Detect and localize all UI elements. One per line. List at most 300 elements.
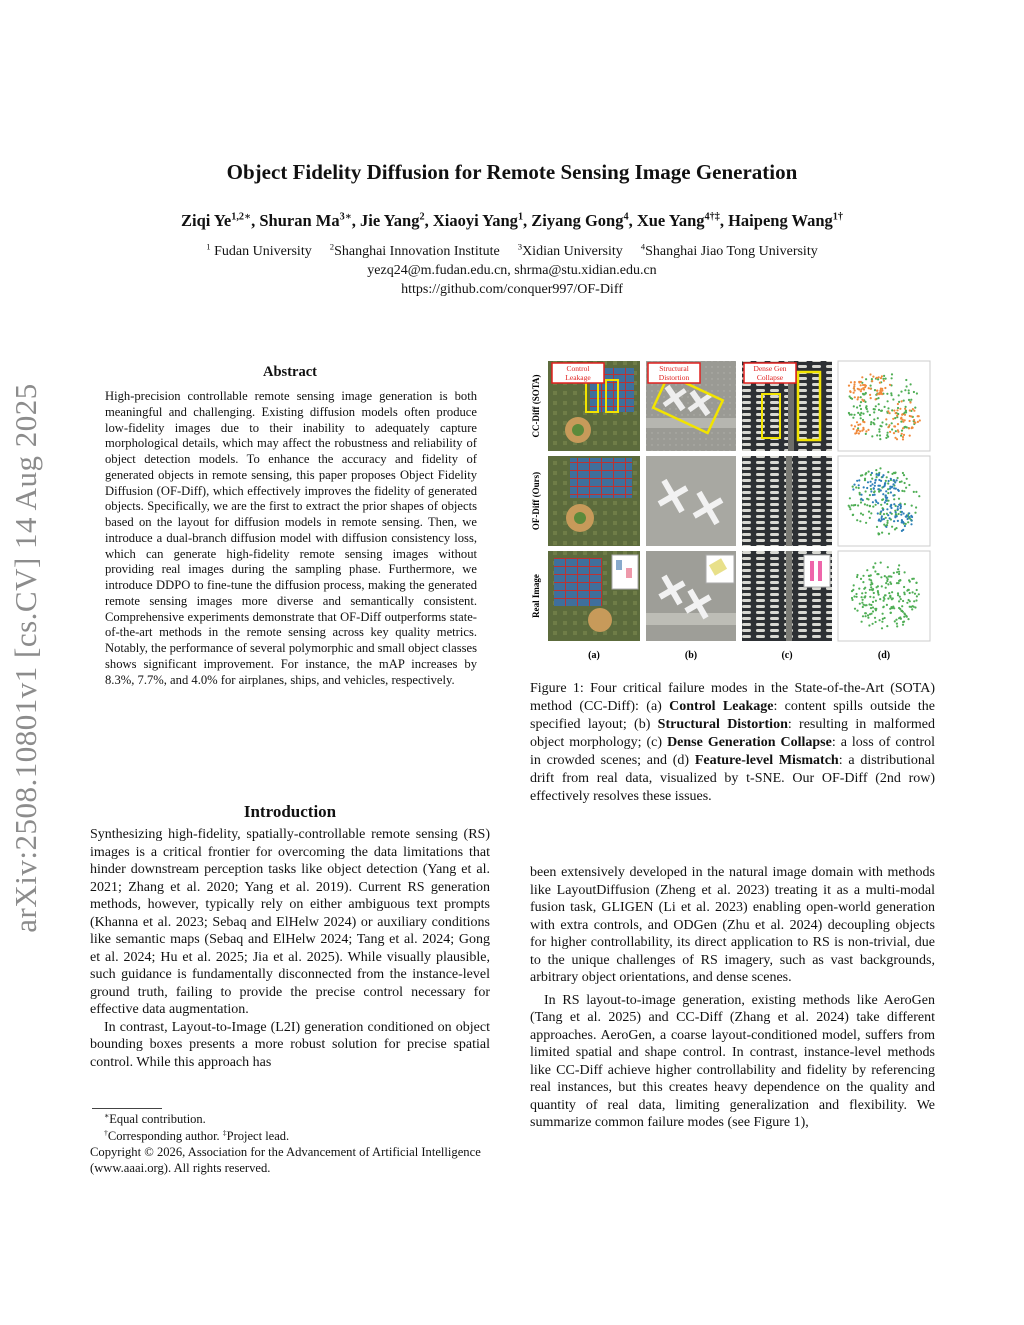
tsne-point — [893, 503, 895, 505]
tsne-point — [911, 516, 913, 518]
tsne-point — [862, 413, 864, 415]
tsne-point — [889, 384, 891, 386]
tsne-point — [876, 474, 878, 476]
tsne-point — [887, 492, 889, 494]
tsne-point — [874, 608, 876, 610]
tsne-point — [910, 415, 912, 417]
footnote-equal — [104, 1112, 494, 1127]
tsne-point — [865, 522, 867, 524]
tsne-point — [902, 419, 904, 421]
affiliation-name: Fudan University — [210, 244, 312, 259]
footnote-mark: ‡ — [222, 1127, 227, 1137]
tsne-point — [874, 479, 876, 481]
tsne-point — [887, 400, 889, 402]
tsne-point — [883, 606, 885, 608]
tsne-point — [902, 600, 904, 602]
tsne-point — [888, 533, 890, 535]
author-name: Haipeng Wang — [728, 211, 833, 230]
tsne-point — [849, 508, 851, 510]
tsne-point — [890, 392, 892, 394]
author-affiliation-mark: 3∗ — [339, 211, 352, 223]
tsne-point — [912, 427, 914, 429]
tsne-point — [856, 596, 858, 598]
tsne-point — [882, 378, 884, 380]
tsne-point — [860, 412, 862, 414]
tsne-point — [870, 474, 872, 476]
tsne-point — [869, 589, 871, 591]
tsne-point — [860, 494, 862, 496]
tsne-point — [852, 488, 854, 490]
tsne-point — [857, 396, 859, 398]
tsne-point — [860, 417, 862, 419]
tsne-point — [876, 586, 878, 588]
tsne-point — [878, 533, 880, 535]
tsne-point — [867, 429, 869, 431]
tsne-point — [892, 597, 894, 599]
tsne-point — [853, 405, 855, 407]
tsne-point — [874, 485, 876, 487]
tsne-point — [886, 604, 888, 606]
author-name: Xue Yang — [636, 211, 705, 230]
tsne-point — [869, 505, 871, 507]
figure-1-caption — [530, 680, 935, 806]
tsne-point — [913, 391, 915, 393]
affiliation — [206, 241, 312, 259]
tsne-point — [869, 494, 871, 496]
tsne-point — [860, 384, 862, 386]
tsne-point — [898, 573, 900, 575]
tsne-point — [910, 399, 912, 401]
author-name: Ziyang Gong — [531, 211, 624, 230]
tsne-point — [891, 373, 893, 375]
tsne-point — [895, 513, 897, 515]
affiliation-mark: 4 — [640, 241, 646, 252]
tsne-point — [848, 385, 850, 387]
tsne-point — [860, 498, 862, 500]
tsne-point — [886, 503, 888, 505]
cell-r2-d-tsne — [838, 456, 930, 546]
affiliation-name: Shanghai Innovation Institute — [334, 244, 500, 259]
cell-r3-d-tsne — [838, 551, 930, 641]
tsne-point — [901, 430, 903, 432]
tsne-point — [886, 500, 888, 502]
tsne-point — [854, 396, 856, 398]
tsne-point — [870, 397, 872, 399]
tsne-point — [848, 412, 850, 414]
tsne-point — [873, 592, 875, 594]
tsne-point — [880, 410, 882, 412]
tsne-point — [914, 422, 916, 424]
tsne-point — [896, 479, 898, 481]
tsne-point — [860, 408, 862, 410]
tsne-point — [862, 514, 864, 516]
tsne-point — [867, 481, 869, 483]
tsne-point — [881, 499, 883, 501]
figure-column-label: (b) — [684, 650, 698, 661]
tsne-point — [901, 519, 903, 521]
tsne-point — [908, 392, 910, 394]
tsne-point — [888, 480, 890, 482]
tsne-point — [872, 601, 874, 603]
tsne-point — [879, 467, 881, 469]
tsne-point — [904, 571, 906, 573]
right-column-body — [530, 864, 935, 1132]
tsne-point — [872, 606, 874, 608]
tsne-point — [911, 519, 913, 521]
tsne-point — [879, 389, 881, 391]
tsne-point — [890, 583, 892, 585]
tsne-point — [894, 472, 896, 474]
arxiv-stamp — [2, 355, 50, 960]
tsne-point — [888, 424, 890, 426]
intro-paragraph: In contrast, Layout-to-Image (L2I) generation conditioned on object bounding boxes presents a more robust solution for precise spatial control. While this approach has — [90, 1019, 490, 1070]
tsne-point — [871, 583, 873, 585]
tsne-point — [877, 417, 879, 419]
tsne-point — [888, 592, 890, 594]
tsne-point — [904, 419, 906, 421]
tsne-point — [882, 493, 884, 495]
tsne-point — [880, 377, 882, 379]
tsne-point — [904, 482, 906, 484]
tsne-point — [880, 510, 882, 512]
tsne-point — [859, 430, 861, 432]
tsne-point — [859, 423, 861, 425]
tsne-point — [889, 575, 891, 577]
tsne-point — [885, 526, 887, 528]
tsne-point — [903, 616, 905, 618]
tsne-point — [903, 592, 905, 594]
tsne-point — [864, 478, 866, 480]
tsne-point — [904, 525, 906, 527]
author-name: Xiaoyi Yang — [432, 211, 518, 230]
tsne-point — [870, 423, 872, 425]
author-affiliation-mark: 1,2∗ — [231, 211, 252, 223]
tsne-point — [869, 373, 871, 375]
tsne-point — [870, 574, 872, 576]
caption-bold-term: Structural Distortion — [657, 717, 788, 732]
tsne-point — [871, 472, 873, 474]
tsne-point — [893, 520, 895, 522]
tsne-point — [887, 432, 889, 434]
tsne-point — [858, 381, 860, 383]
affiliation-mark: 3 — [517, 241, 523, 252]
svg-text:Control: Control — [566, 364, 590, 373]
tsne-point — [878, 594, 880, 596]
affiliations-block — [0, 242, 1024, 299]
tsne-point — [860, 501, 862, 503]
tsne-point — [870, 512, 872, 514]
tsne-point — [889, 595, 891, 597]
tsne-point — [889, 517, 891, 519]
tsne-point — [855, 593, 857, 595]
tsne-point — [903, 621, 905, 623]
tsne-point — [909, 409, 911, 411]
tsne-point — [875, 501, 877, 503]
tsne-point — [891, 591, 893, 593]
tsne-point — [876, 434, 878, 436]
tsne-point — [856, 406, 858, 408]
figure-1 — [530, 358, 940, 666]
tsne-point — [885, 378, 887, 380]
tsne-point — [853, 387, 855, 389]
tsne-point — [854, 608, 856, 610]
tsne-point — [859, 405, 861, 407]
tsne-point — [857, 504, 859, 506]
tsne-point — [881, 627, 883, 629]
tsne-point — [881, 393, 883, 395]
tsne-point — [908, 389, 910, 391]
tsne-point — [862, 606, 864, 608]
tsne-point — [853, 595, 855, 597]
tsne-point — [898, 564, 900, 566]
tsne-point — [864, 612, 866, 614]
tsne-point — [870, 613, 872, 615]
tsne-point — [868, 578, 870, 580]
tsne-point — [902, 436, 904, 438]
tsne-point — [857, 424, 859, 426]
tsne-point — [905, 406, 907, 408]
tsne-point — [871, 435, 873, 437]
tsne-point — [903, 474, 905, 476]
tsne-point — [897, 508, 899, 510]
tsne-point — [864, 503, 866, 505]
code-url[interactable]: https://github.com/conquer997/OF-Diff — [401, 282, 623, 297]
tsne-point — [879, 382, 881, 384]
tsne-point — [873, 487, 875, 489]
tsne-point — [884, 501, 886, 503]
tsne-point — [878, 473, 880, 475]
tsne-point — [856, 519, 858, 521]
tsne-point — [913, 491, 915, 493]
svg-text:Collapse: Collapse — [756, 373, 784, 382]
tsne-point — [862, 599, 864, 601]
tsne-point — [867, 410, 869, 412]
caption-bold-term: Control Leakage — [669, 699, 774, 714]
tsne-point — [877, 488, 879, 490]
tsne-point — [861, 474, 863, 476]
tsne-point — [870, 388, 872, 390]
tsne-point — [905, 487, 907, 489]
tsne-point — [897, 407, 899, 409]
tsne-point — [868, 575, 870, 577]
tsne-point — [856, 610, 858, 612]
tsne-point — [865, 378, 867, 380]
tsne-point — [887, 488, 889, 490]
tsne-point — [883, 596, 885, 598]
tsne-point — [894, 481, 896, 483]
tsne-point — [899, 408, 901, 410]
tsne-point — [852, 514, 854, 516]
body-paragraph: been extensively developed in the natural image domain with methods like LayoutDiffusion (Zheng et al. 2023) treating it as a multi-modal fusion task, GLIGEN (Li et al. 2023) enabling open-world generation with extra controls, and ODGen (Zhu et al. 2024) decoupling objects for higher controllability, its direct application to RS is non-trivial, due to the unique challenges of RS imagery, such as vast backgrounds, arbitrary object orientations, and dense scenes. — [530, 865, 935, 985]
tsne-point — [880, 576, 882, 578]
tsne-point — [860, 396, 862, 398]
tsne-point — [856, 480, 858, 482]
tsne-point — [887, 583, 889, 585]
tsne-point — [865, 430, 867, 432]
tsne-point — [890, 612, 892, 614]
tsne-point — [866, 487, 868, 489]
tsne-point — [865, 592, 867, 594]
tsne-point — [877, 590, 879, 592]
tsne-point — [916, 392, 918, 394]
tsne-point — [890, 504, 892, 506]
figure-row-label: OF-Diff (Ours) — [531, 471, 541, 531]
tsne-point — [854, 504, 856, 506]
tsne-point — [870, 607, 872, 609]
footnote-text: Corresponding author. — [107, 1129, 223, 1143]
tsne-point — [885, 497, 887, 499]
tsne-point — [857, 429, 859, 431]
tsne-point — [911, 505, 913, 507]
callout-structural-distortion — [648, 363, 700, 383]
arxiv-stamp-text: arXiv:2508.10801v1 [cs.CV] 14 Aug 2025 — [8, 382, 43, 933]
tsne-point — [876, 390, 878, 392]
tsne-point — [856, 421, 858, 423]
tsne-point — [897, 429, 899, 431]
cell-r2-b — [646, 456, 736, 546]
affiliation-name: Shanghai Jiao Tong University — [645, 244, 818, 259]
tsne-point — [870, 488, 872, 490]
tsne-point — [900, 391, 902, 393]
tsne-point — [865, 385, 867, 387]
tsne-point — [857, 412, 859, 414]
tsne-point — [853, 414, 855, 416]
footnote-mark: ∗ — [104, 1110, 110, 1120]
tsne-point — [850, 381, 852, 383]
affiliation-name: Xidian University — [522, 244, 623, 259]
tsne-point — [899, 481, 901, 483]
tsne-point — [854, 381, 856, 383]
tsne-point — [894, 515, 896, 517]
tsne-point — [906, 385, 908, 387]
tsne-point — [877, 393, 879, 395]
tsne-point — [890, 478, 892, 480]
tsne-point — [871, 378, 873, 380]
tsne-point — [865, 490, 867, 492]
tsne-point — [897, 568, 899, 570]
tsne-point — [897, 520, 899, 522]
tsne-point — [894, 425, 896, 427]
figure-column-label: (d) — [877, 650, 891, 661]
tsne-point — [868, 511, 870, 513]
tsne-point — [886, 522, 888, 524]
tsne-point — [885, 480, 887, 482]
tsne-point — [886, 434, 888, 436]
caption-text: : a distributional drift from real data, visualized by t-SNE. Our OF-Diff (2nd row) effectively resolves these issues. — [530, 753, 935, 804]
tsne-point — [881, 532, 883, 534]
tsne-point — [904, 503, 906, 505]
tsne-point — [896, 625, 898, 627]
tsne-point — [914, 407, 916, 409]
tsne-point — [895, 527, 897, 529]
tsne-point — [885, 517, 887, 519]
tsne-point — [907, 518, 909, 520]
tsne-point — [853, 584, 855, 586]
tsne-point — [861, 602, 863, 604]
tsne-point — [868, 387, 870, 389]
body-paragraph: In RS layout-to-image generation, existing methods like AeroGen (Tang et al. 2025) and CC-Diff (Zhang et al. 2024) take different approaches. AeroGen, a coarse layout-conditioned model, suffers from limited spatial and shape control. In contrast, instance-level methods like CC-Diff achieve higher controllability and fidelity by referencing real instances, but this creates heavy dependence on the quality and quantity of real data, limiting generalization and flexibility. We summarize common failure modes (see Figure 1), — [530, 992, 935, 1130]
tsne-point — [898, 571, 900, 573]
author-name: Ziqi Ye — [180, 211, 232, 230]
tsne-point — [861, 621, 863, 623]
tsne-point — [856, 574, 858, 576]
tsne-point — [885, 594, 887, 596]
affiliation — [329, 241, 500, 259]
tsne-point — [909, 420, 911, 422]
tsne-point — [893, 498, 895, 500]
affiliation-mark: 1 — [206, 241, 211, 252]
introduction-body — [90, 826, 490, 1071]
tsne-point — [895, 511, 897, 513]
tsne-point — [916, 589, 918, 591]
tsne-point — [887, 407, 889, 409]
tsne-point — [870, 490, 872, 492]
tsne-point — [918, 593, 920, 595]
tsne-point — [887, 426, 889, 428]
tsne-point — [889, 431, 891, 433]
tsne-point — [870, 485, 872, 487]
tsne-point — [916, 582, 918, 584]
intro-paragraph: Synthesizing high-fidelity, spatially-controllable remote sensing (RS) images is a critical frontier for overcoming the data limitations that hinder downstream perception tasks like object detection (Yang et al. 2021; Zhang et al. 2020; Yang et al. 2019). Current RS generation methods, however, typically rely on either ambiguous text prompts (Khanna et al. 2023; Sebaq and ElHelw 2024) or auxiliary conditions like semantic maps (Sebaq and ElHelw 2024; Tang et al. 2024; Gong et al. 2024; Hu et al. 2025; Jia et al. 2025). While visually plausible, such guidance is fundamentally disconnected from the instance-level ground truth, failing to provide the precise control necessary for effective data augmentation. — [90, 827, 490, 1017]
tsne-point — [875, 600, 877, 602]
tsne-point — [878, 409, 880, 411]
tsne-point — [885, 490, 887, 492]
tsne-point — [870, 604, 872, 606]
tsne-point — [892, 494, 894, 496]
tsne-point — [875, 398, 877, 400]
tsne-point — [914, 606, 916, 608]
tsne-point — [902, 472, 904, 474]
tsne-point — [891, 526, 893, 528]
tsne-point — [898, 600, 900, 602]
tsne-point — [898, 513, 900, 515]
tsne-point — [858, 487, 860, 489]
tsne-point — [908, 512, 910, 514]
tsne-point — [862, 615, 864, 617]
tsne-point — [898, 504, 900, 506]
tsne-point — [874, 408, 876, 410]
abstract-text: High-precision controllable remote sensing image generation is both meaningful and challenging. Existing diffusion models often produce low-fidelity images due to their inability to adequately capture morphological details, which may affect the robustness and reliability of object detection models. To enhance the accuracy and fidelity of generated objects in remote sensing, this paper proposes Object Fidelity Diffusion (OF-Diff), which effectively improves the fidelity of generated objects. Specifically, we are the first to extract the prior shapes of objects based on the layout for diffusion models in remote sensing. Then, we introduce a dual-branch diffusion model with diffusion consistency loss, which can generate high-fidelity remote sensing images without providing real images during the sampling phase. Furthermore, we introduce DDPO to fine-tune the diffusion process, making the generated remote sensing images more diverse and semantically consistent. Comprehensive experiments demonstrate that OF-Diff outperforms state-of-the-art methods in the remote sensing across key quality metrics. Notably, the performance of several polymorphic and small object classes shows significant improvement. For instance, the mAP increases by 8.3%, 7.7%, and 4.0% for airplanes, ships, and vehicles, respectively. — [105, 389, 477, 687]
tsne-point — [885, 494, 887, 496]
tsne-point — [854, 425, 856, 427]
tsne-point — [877, 485, 879, 487]
tsne-point — [860, 390, 862, 392]
footnote-corresponding — [104, 1129, 494, 1144]
author-affiliation-mark: 4 — [623, 211, 629, 223]
tsne-point — [897, 506, 899, 508]
tsne-point — [919, 419, 921, 421]
cell-r2-a — [548, 456, 640, 546]
tsne-point — [860, 512, 862, 514]
tsne-point — [879, 434, 881, 436]
tsne-point — [859, 520, 861, 522]
tsne-point — [891, 473, 893, 475]
tsne-point — [903, 490, 905, 492]
tsne-point — [853, 484, 855, 486]
tsne-point — [867, 498, 869, 500]
tsne-point — [868, 624, 870, 626]
tsne-point — [895, 619, 897, 621]
author-affiliation-mark: 4†‡ — [704, 211, 720, 223]
tsne-point — [887, 520, 889, 522]
tsne-point — [852, 417, 854, 419]
tsne-point — [891, 428, 893, 430]
cell-r2-c — [742, 456, 832, 546]
tsne-point — [875, 504, 877, 506]
tsne-point — [915, 491, 917, 493]
tsne-point — [863, 486, 865, 488]
tsne-point — [881, 585, 883, 587]
